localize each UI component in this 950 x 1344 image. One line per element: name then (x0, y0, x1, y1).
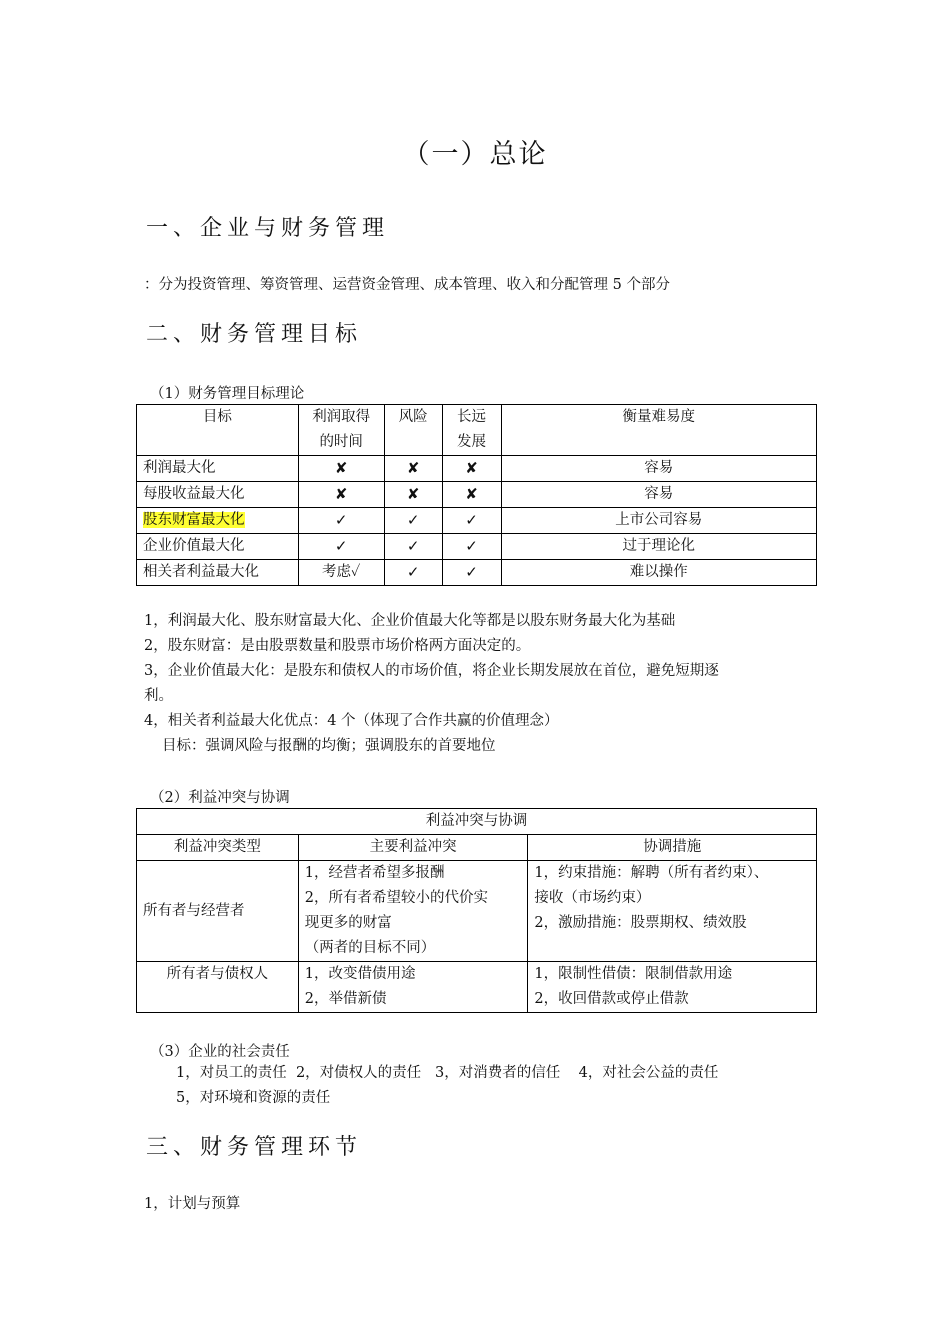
section1-heading: 一、企业与财务管理 (146, 216, 390, 241)
table-header-row (137, 405, 817, 456)
conflict-line: 2，所有者希望较小的代价实 (304, 890, 488, 906)
measure-line: 接收（市场约束） (534, 890, 651, 906)
check-mark: ✓ (384, 534, 442, 560)
cross-mark: ✘ (298, 456, 384, 482)
ease-cell: 上市公司容易 (501, 508, 816, 534)
check-mark: ✓ (298, 534, 384, 560)
check-mark: ✓ (384, 560, 442, 586)
header-risk: 风险 (384, 405, 442, 456)
highlighted-goal: 股东财富最大化 (143, 512, 245, 528)
goal-cell: 利润最大化 (137, 456, 299, 482)
header-long-term-line2: 发展 (457, 434, 487, 450)
cross-mark: ✘ (442, 456, 501, 482)
measure-line: 1，限制性借债：限制借款用途 (534, 966, 733, 982)
ease-cell: 难以操作 (501, 560, 816, 586)
conflict-line: 1，改变借债用途 (304, 966, 416, 982)
conflict-line: 现更多的财富 (304, 915, 392, 931)
header-long-term (442, 405, 501, 456)
note-4-detail: 目标：强调风险与报酬的均衡；强调股东的首要地位 (162, 738, 496, 754)
measures-cell (528, 962, 817, 1013)
social-line-2: 5，对环境和资源的责任 (176, 1090, 331, 1106)
section3-item-1: 1，计划与预算 (144, 1196, 241, 1212)
measure-line: 1，约束措施：解聘（所有者约束）、 (534, 865, 769, 881)
goal-cell (137, 508, 299, 534)
check-mark: ✓ (442, 508, 501, 534)
header-main-conflict: 主要利益冲突 (298, 835, 528, 861)
section3-heading: 三、财务管理环节 (146, 1135, 363, 1160)
ease-cell: 容易 (501, 456, 816, 482)
check-mark: ✓ (442, 534, 501, 560)
measures-cell (528, 861, 817, 962)
table-title-row (137, 809, 817, 835)
conflicts-cell (298, 861, 528, 962)
conflict-line: 2，举借新债 (304, 991, 387, 1007)
goals-table (136, 404, 817, 586)
table-row (137, 534, 817, 560)
header-ease: 衡量难易度 (501, 405, 816, 456)
section1-text: ：分为投资管理、筹资管理、运营资金管理、成本管理、收入和分配管理 5 个部分 (144, 277, 670, 293)
table-row (137, 482, 817, 508)
table1-caption: （1）财务管理目标理论 (150, 386, 305, 402)
conflict-table (136, 808, 817, 1013)
header-measures: 协调措施 (528, 835, 817, 861)
conflict-line: （两者的目标不同） (304, 940, 436, 956)
conflict-type-cell: 所有者与债权人 (137, 962, 299, 1013)
check-mark: ✓ (298, 508, 384, 534)
note-3: 3，企业价值最大化：是股东和债权人的市场价值，将企业长期发展放在首位，避免短期逐 (144, 663, 719, 679)
check-mark: ✓ (442, 560, 501, 586)
measure-line: 2，激励措施：股票期权、绩效股 (534, 915, 747, 931)
measure-line: 2，收回借款或停止借款 (534, 991, 689, 1007)
table-row (137, 560, 817, 586)
social-caption: （3）企业的社会责任 (150, 1044, 290, 1060)
table-header-row (137, 835, 817, 861)
header-goal: 目标 (137, 405, 299, 456)
cross-mark: ✘ (384, 456, 442, 482)
conflict-line: 1，经营者希望多报酬 (304, 865, 445, 881)
table-row (137, 508, 817, 534)
cross-mark: ✘ (298, 482, 384, 508)
note-3-cont: 利。 (144, 688, 173, 704)
header-profit-time-line1: 利润取得 (312, 409, 371, 425)
table-row (137, 962, 817, 1013)
cross-mark: ✘ (384, 482, 442, 508)
goal-cell: 相关者利益最大化 (137, 560, 299, 586)
table-row (137, 861, 817, 962)
check-mark: ✓ (384, 508, 442, 534)
table2-caption: （2）利益冲突与协调 (150, 790, 290, 806)
header-conflict-type: 利益冲突类型 (137, 835, 299, 861)
social-line-1: 1，对员工的责任 2，对债权人的责任 3，对消费者的信任 4，对社会公益的责任 (176, 1065, 719, 1081)
note-4: 4，相关者利益最大化优点：4 个（体现了合作共赢的价值理念） (144, 713, 559, 729)
conflict-table-title: 利益冲突与协调 (137, 809, 817, 835)
table-row (137, 456, 817, 482)
conflicts-cell (298, 962, 528, 1013)
note-1: 1，利润最大化、股东财富最大化、企业价值最大化等都是以股东财务最大化为基础 (144, 613, 676, 629)
cross-mark: ✘ (442, 482, 501, 508)
conflict-type-cell: 所有者与经营者 (137, 861, 299, 962)
goal-cell: 每股收益最大化 (137, 482, 299, 508)
goal-cell: 企业价值最大化 (137, 534, 299, 560)
header-long-term-line1: 长远 (457, 409, 487, 425)
note-2: 2，股东财富：是由股票数量和股票市场价格两方面决定的。 (144, 638, 531, 654)
header-profit-time (298, 405, 384, 456)
header-profit-time-line2: 的时间 (319, 434, 363, 450)
section2-heading: 二、财务管理目标 (146, 322, 363, 347)
ease-cell: 过于理论化 (501, 534, 816, 560)
consider-check: 考虑✓ (298, 560, 384, 586)
ease-cell: 容易 (501, 482, 816, 508)
page-title: （一）总论 (402, 139, 548, 170)
